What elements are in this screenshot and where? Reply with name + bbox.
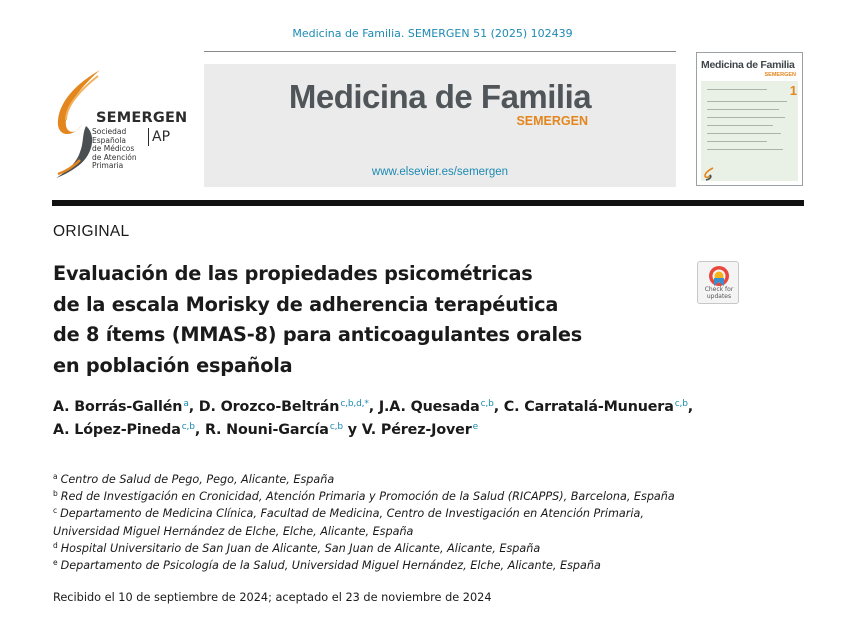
affiliation-mark: d (53, 540, 58, 550)
author-name[interactable]: A. López-Pineda (53, 421, 181, 438)
author-affiliation-mark[interactable]: c,b (480, 399, 494, 409)
cover-logo-icon (703, 167, 717, 181)
author-name[interactable]: R. Nouni-García (204, 421, 329, 438)
author-affiliation-mark[interactable]: c,b (674, 399, 688, 409)
journal-url-link[interactable]: www.elsevier.es/semergen (371, 166, 509, 178)
cover-text-line (707, 125, 773, 126)
affiliation-mark: a (53, 472, 58, 481)
logo-line: de Médicos (92, 144, 135, 154)
author-separator: y (342, 421, 362, 438)
title-line: de 8 ítems (MMAS-8) para anticoagulantes orales (53, 323, 583, 346)
author-name[interactable]: A. Borrás-Gallén (53, 399, 183, 415)
check-updates-label (698, 286, 740, 300)
affiliation-list (53, 471, 813, 574)
affiliation-text: Departamento de Medicina Clínica, Facultad de Medicina, Centro de Investigación en Atención Primaria, (60, 507, 644, 521)
journal-cover-thumbnail[interactable] (696, 52, 803, 186)
affiliation-mark: b (53, 489, 58, 499)
author-name[interactable]: C. Carratalá-Munuera (503, 399, 674, 415)
affiliation-item (53, 471, 813, 488)
cover-text-line (707, 109, 779, 110)
affiliation-mark: c (53, 506, 58, 516)
author-affiliation-mark[interactable]: e (472, 421, 479, 432)
affiliation-text: Red de Investigación en Cronicidad, Atención Primaria y Promoción de la Salud (RICAPPS), Barcelona, España (60, 490, 675, 504)
logo-society-text (92, 128, 148, 171)
affiliation-mark: e (53, 558, 58, 568)
author-separator: , (368, 399, 379, 415)
author-name[interactable]: J.A. Quesada (378, 399, 480, 415)
affiliation-item (53, 505, 813, 522)
author-affiliation-mark[interactable]: c,b,d,* (340, 399, 369, 409)
author-line (53, 396, 813, 419)
author-affiliation-mark[interactable]: c,b (329, 421, 343, 432)
cover-text-line (707, 149, 783, 150)
author-separator: , (493, 399, 504, 415)
affiliation-text: Centro de Salud de Pego, Pego, Alicante, España (60, 473, 335, 486)
affiliation-text: Hospital Universitario de San Juan de Alicante, San Juan de Alicante, Alicante, España (60, 541, 541, 555)
banner-title: Medicina de Familia (288, 78, 592, 115)
affiliation-item (53, 488, 813, 505)
article-section-label: ORIGINAL (53, 223, 130, 240)
author-separator: , (194, 421, 205, 438)
check-updates-line: Check for (704, 286, 734, 293)
cover-title: Medicina de Familia (701, 59, 795, 71)
cover-subtitle: SEMERGEN (764, 72, 796, 78)
check-updates-icon (708, 265, 730, 287)
logo-wordmark: SEMERGEN (96, 110, 188, 126)
header-rule (204, 51, 676, 52)
author-separator: , (687, 399, 694, 415)
banner-subtitle: SEMERGEN (516, 114, 588, 128)
journal-banner (204, 64, 676, 187)
title-line: de la escala Morisky de adherencia terapéutica (53, 292, 559, 316)
logo-line: Primaria (92, 161, 124, 171)
logo-line: de Atención (92, 152, 137, 162)
cover-text-line (707, 133, 781, 134)
title-line: en población española (53, 353, 293, 377)
author-name[interactable]: V. Pérez-Jover (361, 421, 472, 438)
affiliation-text: Departamento de Psicología de la Salud, Universidad Miguel Hernández, Elche, Alicante, España (60, 559, 601, 573)
cover-text-line (707, 117, 785, 118)
check-updates-line: updates (706, 293, 732, 300)
author-affiliation-mark[interactable]: c,b (181, 421, 195, 432)
article-title (53, 259, 673, 381)
cover-text-line (707, 101, 787, 102)
affiliation-item (53, 523, 813, 540)
title-line: Evaluación de las propiedades psicométricas (53, 262, 533, 285)
author-separator: , (188, 399, 199, 415)
cover-issue-number: 1 (789, 83, 797, 98)
author-list (53, 396, 813, 441)
logo-suffix: AP (148, 128, 170, 146)
check-for-updates-button[interactable] (697, 261, 739, 304)
logo-line: Española (92, 135, 127, 145)
affiliation-text: Universidad Miguel Hernández de Elche, Elche, Alicante, España (53, 524, 414, 538)
cover-panel (701, 81, 798, 181)
cover-text-line (707, 89, 767, 90)
cover-text-line (707, 141, 767, 142)
affiliation-item (53, 540, 813, 557)
semergen-logo (52, 68, 192, 186)
received-dates: Recibido el 10 de septiembre de 2024; aceptado el 23 de noviembre de 2024 (53, 591, 492, 604)
author-name[interactable]: D. Orozco-Beltrán (198, 399, 340, 415)
affiliation-item (53, 557, 813, 574)
journal-reference[interactable]: Medicina de Familia. SEMERGEN 51 (2025) 102439 (292, 27, 573, 40)
header-divider (52, 200, 804, 206)
author-line (53, 419, 813, 442)
author-affiliation-mark[interactable]: a (183, 399, 189, 409)
logo-line: Sociedad (92, 127, 127, 136)
